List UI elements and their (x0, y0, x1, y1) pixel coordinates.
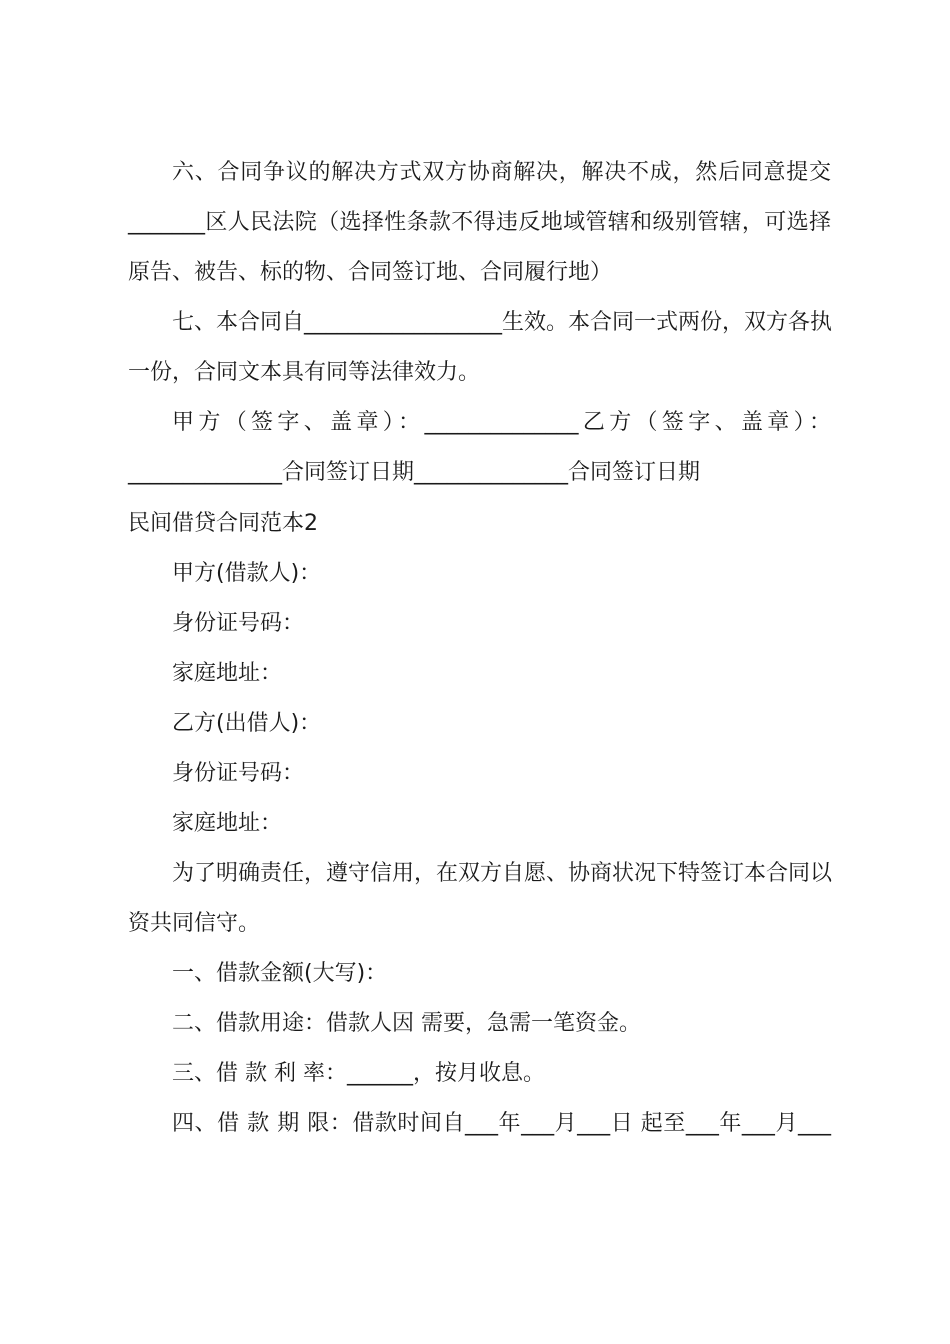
party-b-id-number: 身份证号码： (172, 761, 305, 786)
article-2-purpose: 二、借款用途：借款人因 需要，急需一笔资金。 (172, 1011, 641, 1036)
article-3-rate: 三、借 款 利 率：______，按月收息。 (172, 1061, 545, 1086)
clause-6-line-2: _______区人民法院（选择性条款不得违反地域管辖和级别管辖，可选择 (128, 210, 831, 235)
article-4-term: 四、借 款 期 限：借款时间自___年___月___日 起至___年___月___ (172, 1111, 831, 1136)
signature-date-line: ______________合同签订日期______________合同签订日期 (128, 460, 701, 485)
party-b-address: 家庭地址： (172, 811, 283, 836)
clause-6-line-3: 原告、被告、标的物、合同签订地、合同履行地） (128, 260, 613, 285)
preamble-line-1: 为了明确责任，遵守信用，在双方自愿、协商状况下特签订本合同以 (172, 861, 833, 886)
clause-6-line-1: 六、合同争议的解决方式双方协商解决，解决不成，然后同意提交 (172, 160, 831, 185)
contract-title: 民间借贷合同范本2 (128, 511, 318, 536)
party-b-lender: 乙方(出借人)： (172, 711, 322, 736)
party-a-borrower: 甲方(借款人)： (172, 561, 322, 586)
party-a-id-number: 身份证号码： (172, 611, 305, 636)
clause-7-line-1: 七、本合同自__________________生效。本合同一式两份，双方各执 (172, 310, 833, 335)
party-a-address: 家庭地址： (172, 661, 283, 686)
signature-party-line: 甲方（签字、盖章）：______________乙方（签字、盖章）： (172, 410, 831, 435)
article-1-amount: 一、借款金额(大写)： (172, 961, 388, 986)
clause-7-line-2: 一份，合同文本具有同等法律效力。 (128, 360, 481, 385)
preamble-line-2: 资共同信守。 (128, 911, 261, 936)
